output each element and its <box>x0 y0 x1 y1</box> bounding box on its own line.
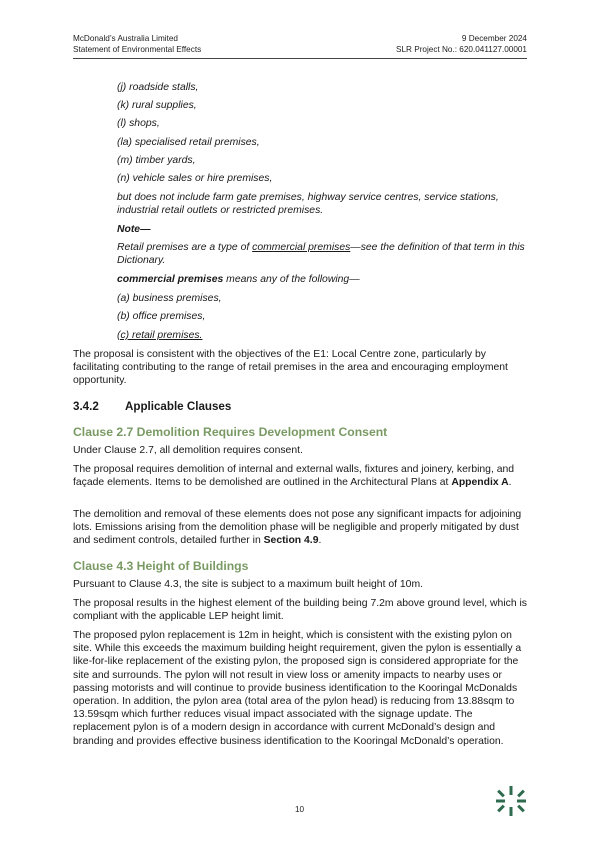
section-reference: Section 4.9 <box>263 535 319 547</box>
objectives-paragraph: The proposal is consistent with the objectives of the E1: Local Centre zone, particularly by facilitating contributing to the range of retail premises in the area and encouraging employment opportunity. <box>73 349 508 387</box>
header-project: SLR Project No.: 620.041127.00001 <box>396 44 527 54</box>
header-company: McDonald’s Australia Limited <box>73 34 178 43</box>
definition-item: (la) specialised retail premises, <box>117 137 260 148</box>
definition-item: (l) shops, <box>117 118 160 129</box>
definition-note-label: Note— <box>117 224 151 235</box>
header-doc-title: Statement of Environmental Effects <box>73 44 202 54</box>
header-date: 9 December 2024 <box>461 34 527 43</box>
commercial-premises-link[interactable]: commercial premises <box>252 242 351 253</box>
section-heading <box>73 400 231 414</box>
paragraph-text: The demolition and removal of these elements does not pose any significant impacts for adjoining lots. Emissions arising from the demolition phase will be negligible and properly mitigated by dust and sediment controls, detailed further in <box>73 509 522 547</box>
clause-2-7-paragraph <box>73 463 531 489</box>
note-text: Retail premises are a type of <box>117 242 253 253</box>
definition-item: (k) rural supplies, <box>117 100 197 111</box>
paragraph-text: The proposal requires demolition of internal and external walls, fixtures and joinery, kerbing, and façade elements. Items to be demolished are outlined in the Architectural Plans at <box>73 464 515 489</box>
commercial-premises-text: means any of the following— <box>223 274 360 285</box>
section-title: Applicable Clauses <box>125 400 232 413</box>
appendix-reference: Appendix A <box>451 477 509 489</box>
commercial-item: (a) business premises, <box>117 293 222 304</box>
clause-2-7-heading: Clause 2.7 Demolition Requires Development Consent <box>73 425 388 439</box>
clause-4-3-heading: Clause 4.3 Height of Buildings <box>73 559 249 573</box>
paragraph-text: . <box>318 535 322 547</box>
commercial-item: (c) retail premises. <box>117 330 203 341</box>
header-divider <box>73 58 527 59</box>
definition-item: (n) vehicle sales or hire premises, <box>117 173 273 184</box>
clause-2-7-paragraph: Under Clause 2.7, all demolition requires consent. <box>73 445 303 456</box>
note-text: —see the definition of that term in this Dictionary. <box>117 242 525 267</box>
definition-note <box>117 241 537 267</box>
slr-logo-icon <box>496 786 526 816</box>
clause-4-3-paragraph: The proposed pylon replacement is 12m in height, which is consistent with the existing pylon on site. While this exceeds the maximum building height requirement, given the pylon is essentially a like-for-like replacement of the existing pylon, the proposed sign is considered appropriate for the site and surrounds. The pylon will not result in view loss or amenity impacts to nearby uses or passing motorists and will continue to provide business identification to the Kooringal McDonalds operation. In addition, the pylon area (total area of the pylon head) is reducing from 13.88sqm to 13.59sqm which further reduces visual impact associated with the signage update. The replacement pylon is of a modern design in accordance with current McDonald’s design and branding and provides effective business identification to the Kooringal McDonald’s operation. <box>73 630 522 747</box>
clause-4-3-paragraph: The proposal results in the highest element of the building being 7.2m above ground level, which is compliant with the applicable LEP height limit. <box>73 598 528 623</box>
clause-4-3-paragraph: Pursuant to Clause 4.3, the site is subject to a maximum built height of 10m. <box>73 579 423 590</box>
definition-item: (j) roadside stalls, <box>117 82 199 93</box>
page-number: 10 <box>294 805 305 814</box>
clause-2-7-paragraph <box>73 508 531 548</box>
commercial-premises-definition <box>117 273 537 286</box>
definition-item: (m) timber yards, <box>117 155 196 166</box>
section-number: 3.4.2 <box>73 400 99 413</box>
commercial-premises-term: commercial premises <box>117 274 224 285</box>
paragraph-text: . <box>508 477 512 489</box>
definition-exclusion: but does not include farm gate premises, highway service centres, service stations, industrial retail outlets or restricted premises. <box>117 192 499 217</box>
commercial-item: (b) office premises, <box>117 311 206 322</box>
